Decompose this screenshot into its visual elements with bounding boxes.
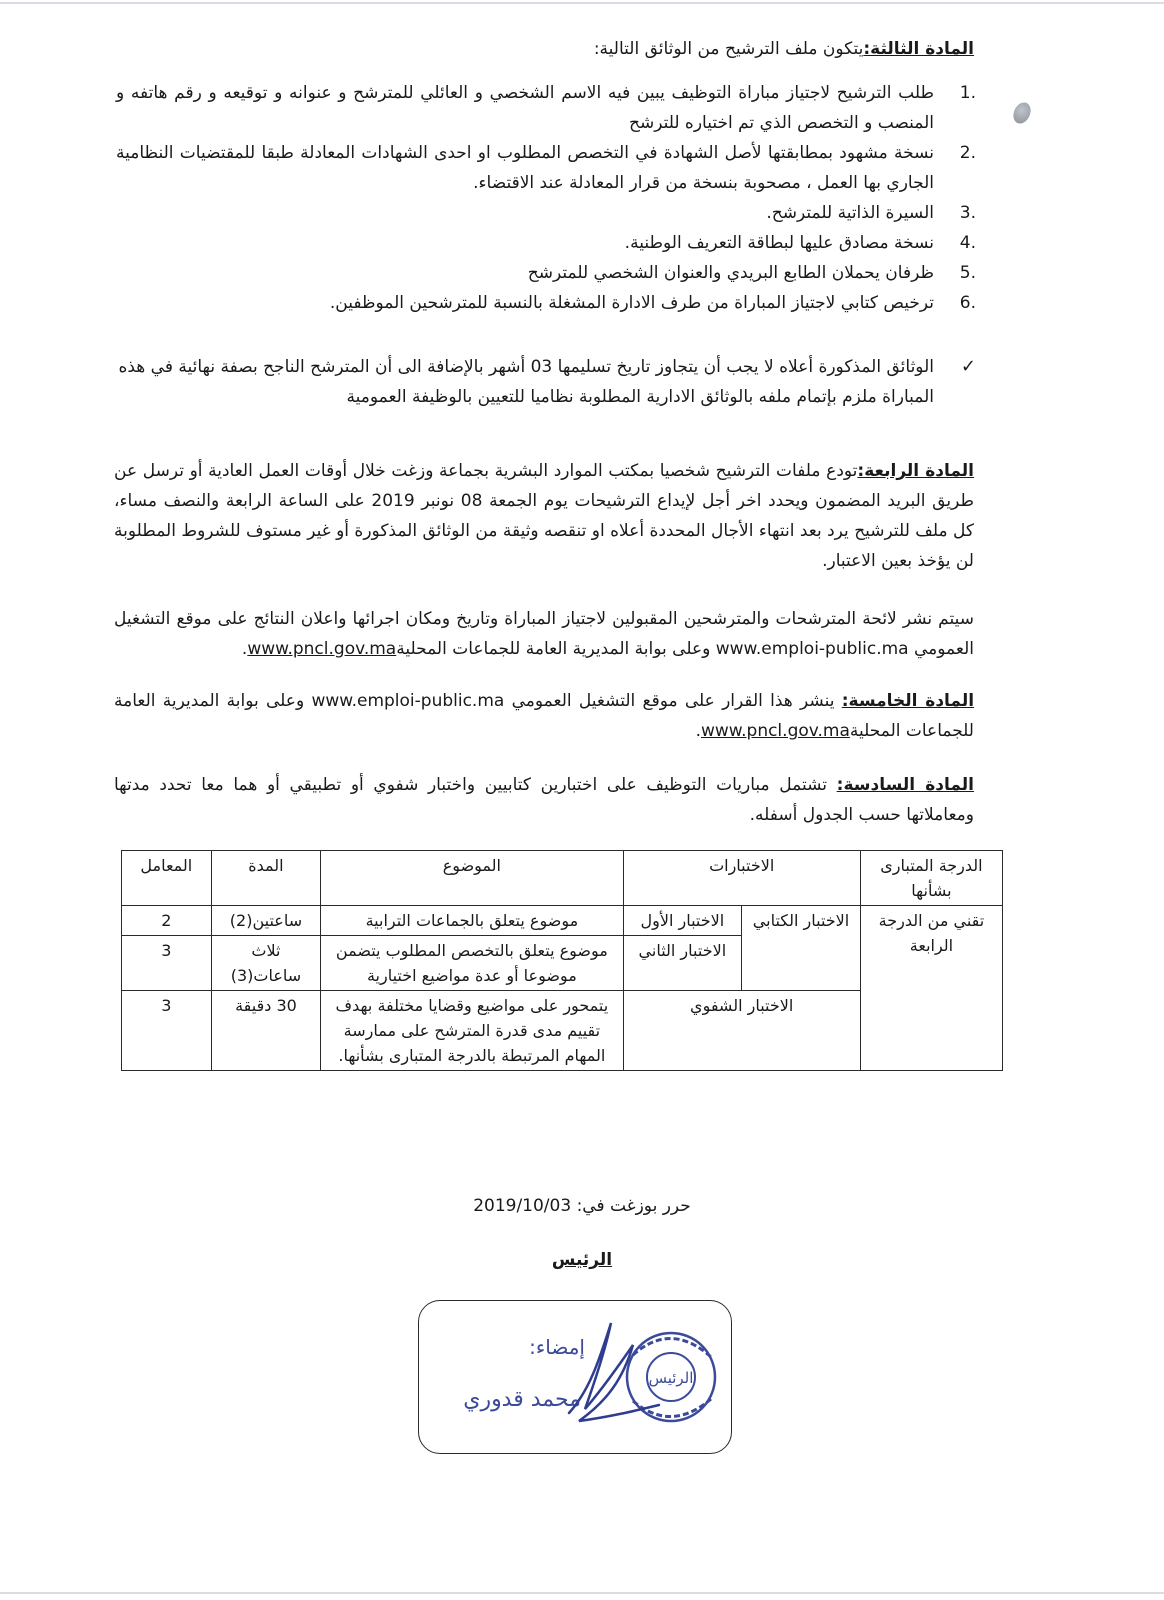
article3-document-list (116, 78, 976, 318)
list-item-text: نسخة مصادق عليها لبطاقة التعريف الوطنية. (624, 233, 934, 253)
article6-text: تشتمل مباريات التوظيف على اختبارين كتابيين واختبار شفوي أو تطبيقي أو هما معا تحدد مدتها ومعاملاتها حسب الجدول أسفله. (114, 775, 974, 825)
period: . (695, 721, 701, 741)
article3-intro (114, 34, 974, 64)
header-grade: الدرجة المتبارى بشأنها (860, 851, 1002, 906)
written-exam-cell: الاختبار الكتابي (742, 906, 861, 991)
list-item-number: 5. (959, 263, 976, 283)
article5-text-mid: وعلى بوابة المديرية العامة للجماعات المحلية (114, 691, 974, 741)
article6-paragraph (114, 770, 974, 830)
list-item (116, 198, 976, 228)
article5-heading: المادة الخامسة: (841, 691, 975, 711)
article4-heading: المادة الرابعة: (857, 461, 975, 481)
documents-validity-note (116, 352, 976, 412)
header-exams: الاختبارات (623, 851, 860, 906)
exam-cell: الاختبار الثاني (623, 936, 742, 991)
list-item (116, 78, 976, 138)
list-item (116, 258, 976, 288)
grade-cell: تقني من الدرجة الرابعة (860, 906, 1002, 1071)
note-text: الوثائق المذكورة أعلاه لا يجب أن يتجاوز تاريخ تسليمها 03 أشهر بالإضافة الى أن المترشح الناجح بصفة نهائية في هذه المباراة ملزم بإتمام ملفه بالوثائق الادارية المطلوبة نظاميا للتعيين بالوظيفة العمومية (118, 357, 934, 407)
list-item-text: نسخة مشهود بمطابقتها لأصل الشهادة في التخصص المطلوب او احدى الشهادات المعادلة طبقا للمقتضيات النظامية الجاري بها العمل ، مصحوبة بنسخة من قرار المعادلة عند الاقتضاء. (116, 143, 934, 193)
duration-cell: ساعتين(2) (211, 906, 321, 936)
article3-intro-text: يتكون ملف الترشيح من الوثائق التالية: (593, 39, 864, 59)
list-item (116, 228, 976, 258)
scan-edge-top (0, 2, 1164, 4)
article6-heading: المادة السادسة: (836, 775, 974, 795)
list-item-number: 6. (959, 293, 976, 313)
signature-label: إمضاء: (529, 1335, 585, 1359)
publication-text-mid: وعلى بوابة المديرية العامة للجماعات المحلية (396, 639, 711, 659)
subject-cell: موضوع يتعلق بالتخصص المطلوب يتضمن موضوعا أو عدة مواضيع اختيارية (321, 936, 623, 991)
article4-paragraph (114, 456, 974, 576)
emploi-public-text: www.emploi-public.ma (715, 639, 909, 659)
signature-stamp-graphic (419, 1301, 731, 1453)
president-title: الرئيس (551, 1250, 613, 1270)
list-item-text: السيرة الذاتية للمترشح. (766, 203, 934, 223)
coefficient-cell: 3 (122, 936, 212, 991)
list-item-text: طلب الترشيح لاجتياز مباراة التوظيف يبين فيه الاسم الشخصي و العائلي للمترشح و عنوانه و توقيعه و رقم هاتفه و المنصب و التخصص الذي تم اختياره للترشح (116, 83, 934, 133)
signature-scribble (569, 1323, 659, 1421)
subject-cell: موضوع يتعلق بالجماعات الترابية (321, 906, 623, 936)
coefficient-cell: 2 (122, 906, 212, 936)
coefficient-cell: 3 (122, 991, 212, 1071)
subject-cell: يتمحور على مواضيع وقضايا مختلفة بهدف تقييم مدى قدرة المترشح على ممارسة المهام المرتبطة بالدرجة المتبارى بشأنها. (321, 991, 623, 1071)
table-header-row (122, 851, 1003, 906)
article5-paragraph (114, 686, 974, 746)
header-duration: المدة (211, 851, 321, 906)
scan-mark (1010, 100, 1034, 127)
list-item-text: ظرفان يحملان الطابع البريدي والعنوان الشخصي للمترشح (527, 263, 934, 283)
article3-heading: المادة الثالثة: (863, 39, 974, 59)
exam-cell: الاختبار الشفوي (623, 991, 860, 1071)
stamp-text: الرئيس (648, 1369, 694, 1387)
emploi-public-text: www.emploi-public.ma (311, 691, 505, 711)
article5-text: ينشر هذا القرار على موقع التشغيل العمومي (511, 691, 835, 711)
pncl-link[interactable]: www.pncl.gov.ma (247, 639, 397, 659)
signatory-name: محمد قدوري (463, 1387, 581, 1412)
publication-text: سيتم نشر لائحة المترشحات والمترشحين المقبولين لاجتياز المباراة وتاريخ ومكان اجرائها واعلان النتائج على موقع التشغيل العمومي (114, 609, 974, 659)
table-row (122, 906, 1003, 936)
header-coefficient: المعامل (122, 851, 212, 906)
list-item-number: 3. (959, 203, 976, 223)
written-at-line: حرر بوزغت في: 2019/10/03 (473, 1196, 691, 1216)
list-item (116, 288, 976, 318)
exam-cell: الاختبار الأول (623, 906, 742, 936)
list-item-number: 4. (959, 233, 976, 253)
duration-cell: 30 دقيقة (211, 991, 321, 1071)
header-subject: الموضوع (321, 851, 623, 906)
list-item-number: 2. (959, 143, 976, 163)
exams-table (121, 850, 1003, 1071)
checkmark-icon: ✓ (960, 356, 976, 377)
article4-text: تودع ملفات الترشيح شخصيا بمكتب الموارد البشرية بجماعة وزغت خلال أوقات العمل العادية أو ترسل عن طريق البريد المضمون ويحدد اخر أجل لإيداع الترشيحات يوم الجمعة 08 نونبر 2019 على الساعة الرابعة والنصف مساء، كل ملف للترشيح يرد بعد انتهاء الأجال المحددة أعلاه او تنقصه وثيقة من الوثائق المذكورة أو غير مستوف للشروط المطلوبة لن يؤخذ بعين الاعتبار. (114, 461, 974, 571)
scan-edge-bottom (0, 1592, 1164, 1594)
pncl-link[interactable]: www.pncl.gov.ma (700, 721, 850, 741)
list-item-text: ترخيص كتابي لاجتياز المباراة من طرف الادارة المشغلة بالنسبة للمترشحين الموظفين. (329, 293, 934, 313)
period: . (241, 639, 248, 659)
signature-box (418, 1300, 732, 1454)
list-item (116, 138, 976, 198)
duration-cell: ثلاث ساعات(3) (211, 936, 321, 991)
official-stamp-icon (627, 1333, 715, 1421)
article4-publication-paragraph (114, 604, 974, 664)
list-item-number: 1. (959, 83, 976, 103)
